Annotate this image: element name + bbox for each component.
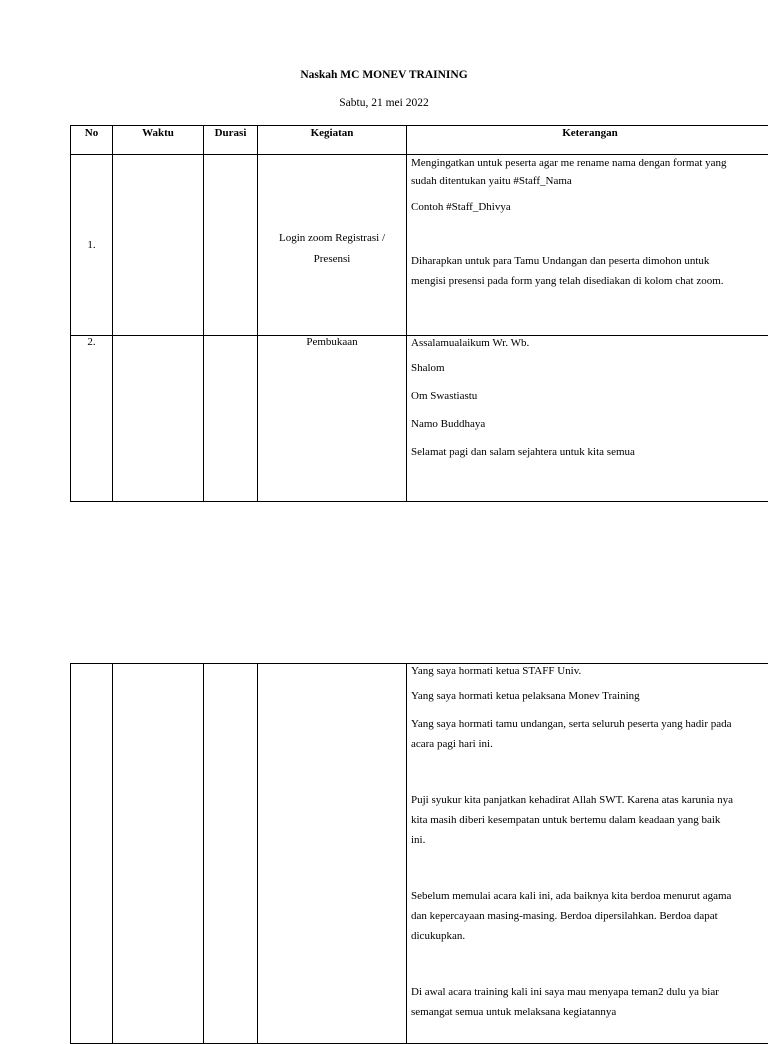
agenda-table — [70, 125, 768, 502]
row-keterangan — [407, 664, 768, 1044]
ket-line: Diharapkan untuk para Tamu Undangan dan peserta dimohon untuk — [411, 251, 768, 271]
ket-line: Di awal acara training kali ini saya mau menyapa teman2 dulu ya biar — [411, 982, 768, 1002]
table-row — [71, 664, 768, 1044]
header-waktu: Waktu — [113, 126, 204, 155]
ket-line: Contoh #Staff_Dhivya — [411, 197, 768, 217]
row-keterangan — [407, 336, 768, 502]
header-no: No — [71, 126, 113, 155]
row-waktu — [113, 155, 204, 336]
table-row — [71, 336, 768, 502]
row-kegiatan — [258, 664, 407, 1044]
ket-line: Sebelum memulai acara kali ini, ada baiknya kita berdoa menurut agama — [411, 886, 768, 906]
row-durasi — [204, 155, 258, 336]
row-keterangan — [407, 155, 768, 336]
table-header-row — [71, 126, 768, 155]
ket-line: Shalom — [411, 358, 768, 378]
ket-line: Assalamualaikum Wr. Wb. — [411, 336, 768, 350]
ket-line: Namo Buddhaya — [411, 414, 768, 434]
agenda-table-continued — [70, 663, 768, 1044]
ket-line: kita masih diberi kesempatan untuk bertemu dalam keadaan yang baik — [411, 810, 768, 830]
ket-line: semangat semua untuk melaksana kegiatannya — [411, 1002, 768, 1022]
document-title: Naskah MC MONEV TRAINING — [0, 69, 768, 81]
document-date: Sabtu, 21 mei 2022 — [0, 97, 768, 109]
kegiatan-line: Login zoom Registrasi / — [262, 224, 402, 252]
ket-line: Puji syukur kita panjatkan kehadirat Allah SWT. Karena atas karunia nya — [411, 790, 768, 810]
ket-line: dan kepercayaan masing-masing. Berdoa dipersilahkan. Berdoa dapat — [411, 906, 768, 926]
ket-line: ini. — [411, 830, 768, 850]
ket-line: Yang saya hormati ketua STAFF Univ. — [411, 664, 768, 678]
ket-line: Yang saya hormati tamu undangan, serta seluruh peserta yang hadir pada — [411, 714, 768, 734]
ket-line: dicukupkan. — [411, 926, 768, 946]
header-kegiatan: Kegiatan — [258, 126, 407, 155]
row-kegiatan — [258, 155, 407, 336]
row-kegiatan: Pembukaan — [258, 336, 407, 502]
row-waktu — [113, 336, 204, 502]
header-durasi: Durasi — [204, 126, 258, 155]
ket-line: Om Swastiastu — [411, 386, 768, 406]
header-keterangan: Keterangan — [407, 126, 768, 155]
ket-line: mengisi presensi pada form yang telah disediakan di kolom chat zoom. — [411, 271, 768, 291]
row-no: 1. — [71, 155, 113, 336]
row-durasi — [204, 664, 258, 1044]
kegiatan-line: Presensi — [262, 252, 402, 266]
row-no — [71, 664, 113, 1044]
table-row — [71, 155, 768, 336]
row-durasi — [204, 336, 258, 502]
ket-line: acara pagi hari ini. — [411, 734, 768, 754]
ket-line: Yang saya hormati ketua pelaksana Monev Training — [411, 686, 768, 706]
ket-line: Selamat pagi dan salam sejahtera untuk kita semua — [411, 442, 768, 462]
row-no: 2. — [71, 336, 113, 502]
ket-line: sudah ditentukan yaitu #Staff_Nama — [411, 171, 768, 191]
row-waktu — [113, 664, 204, 1044]
ket-line: Mengingatkan untuk peserta agar me rename nama dengan format yang — [411, 155, 768, 171]
